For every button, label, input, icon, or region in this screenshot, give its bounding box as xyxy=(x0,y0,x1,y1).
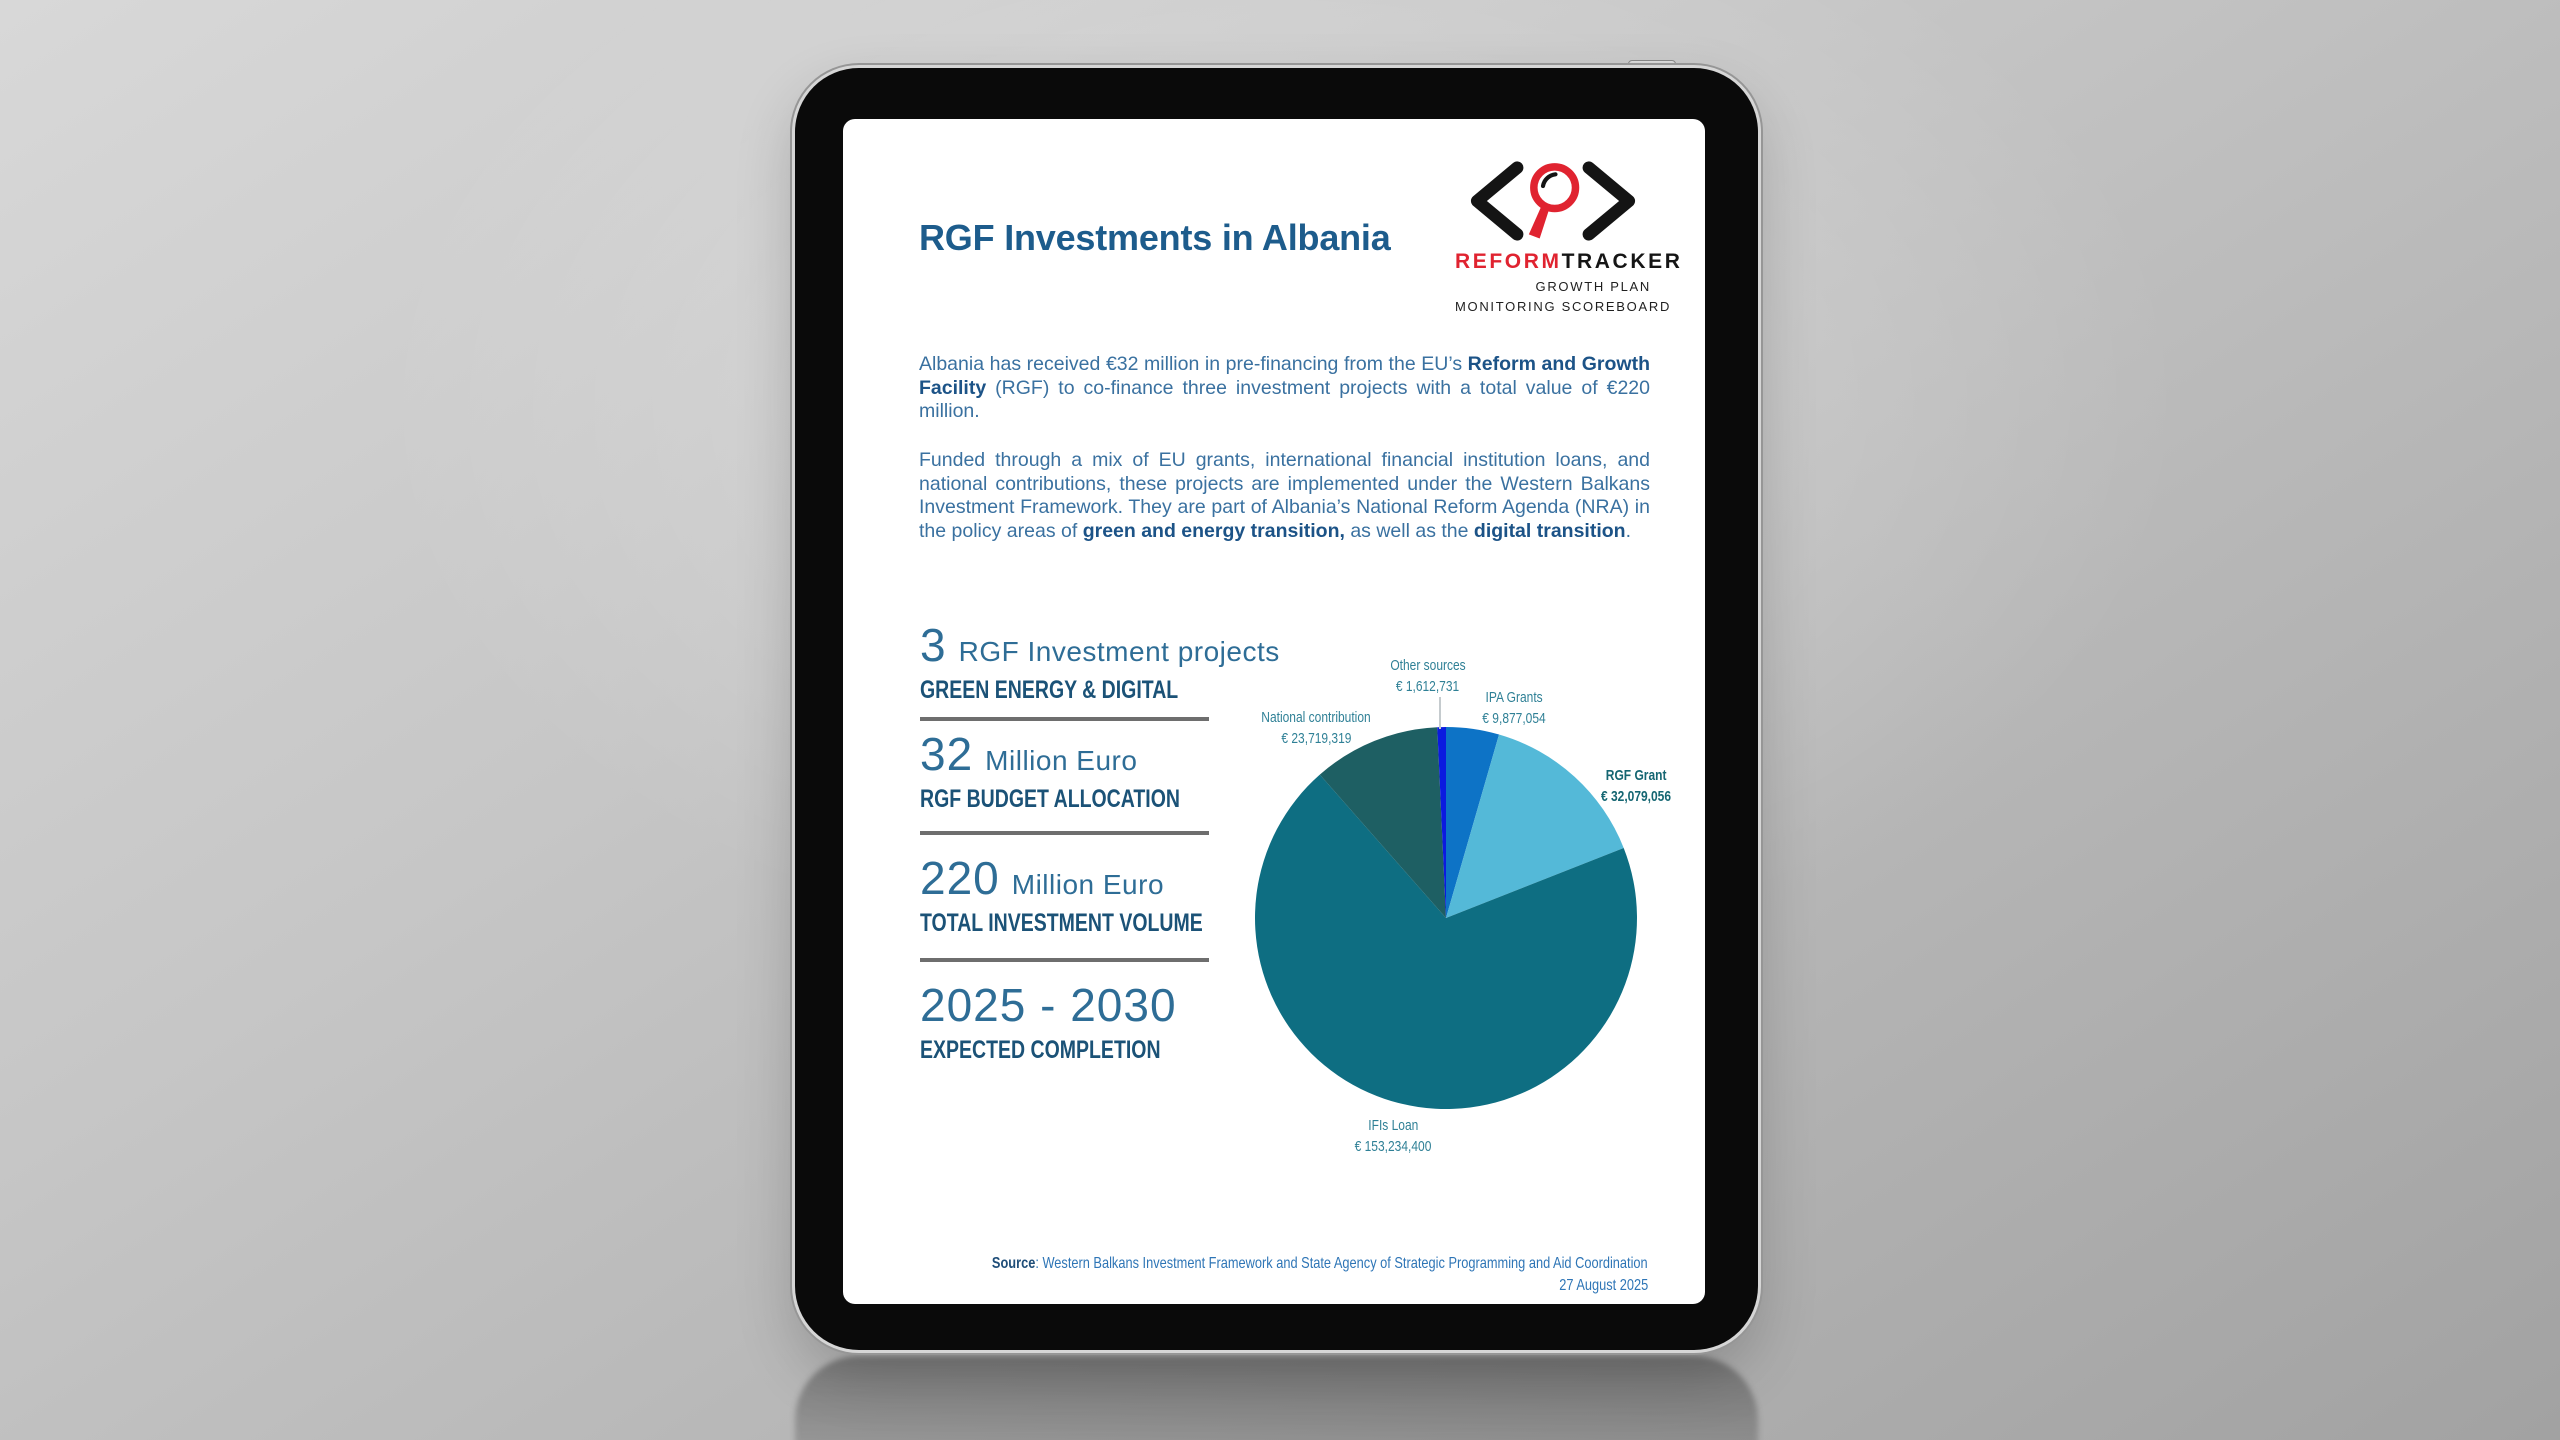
stat-rgf-budget-value: 32 xyxy=(920,728,974,780)
stat-rgf-budget xyxy=(920,728,1253,814)
stat-projects-label: GREEN ENERGY & DIGITAL xyxy=(920,676,1179,704)
source-label: Source xyxy=(992,1255,1036,1272)
brand-subtitle-monitoring: MONITORING SCOREBOARD xyxy=(1455,299,1672,314)
tablet-frame xyxy=(795,68,1758,1350)
brand-subtitle-growth-plan: GROWTH PLAN xyxy=(1535,279,1651,294)
pie-chart-svg xyxy=(1251,723,1641,1113)
stat-completion xyxy=(920,979,1228,1065)
pie-label-other-sources: Other sources € 1,612,731 xyxy=(1390,657,1466,695)
pie-label-ifis-loan: IFIs Loan € 153,234,400 xyxy=(1354,1117,1432,1155)
stat-divider xyxy=(920,717,1209,721)
brand-wordmark xyxy=(1455,250,1683,274)
pie-label-national-contribution: National contribution € 23,719,319 xyxy=(1261,709,1371,747)
stat-completion-label: EXPECTED COMPLETION xyxy=(920,1036,1161,1064)
stat-total-volume-label: TOTAL INVESTMENT VOLUME xyxy=(920,909,1203,937)
magnifier-code-icon xyxy=(1462,161,1644,241)
intro-paragraph-2: Funded through a mix of EU grants, international financial institution loans, and national contributions, these projects are implemented under the Western Balkans Investment Framework. They are part of Albania’s National Reform Agenda (NRA) in the policy areas of green and energy transition, as well as the digital transition. xyxy=(919,449,1650,542)
source-note xyxy=(843,1253,1648,1297)
stat-projects xyxy=(920,619,1280,705)
pie-label-rgf-grant: RGF Grant € 32,079,056 xyxy=(1600,767,1672,805)
source-date: 27 August 2025 xyxy=(1559,1277,1648,1294)
stat-projects-unit: RGF Investment projects xyxy=(958,636,1280,667)
source-text: : Western Balkans Investment Framework and State Agency of Strategic Programming and Aid Coordination xyxy=(1035,1255,1648,1272)
other-sources-leader-line xyxy=(1439,697,1441,729)
stat-rgf-budget-unit: Million Euro xyxy=(985,745,1138,776)
page-title: RGF Investments in Albania xyxy=(919,217,1391,258)
stat-total-volume xyxy=(920,852,1283,938)
brand-reform: REFORM xyxy=(1455,250,1562,273)
tablet-screen xyxy=(843,119,1705,1304)
stat-divider xyxy=(920,831,1209,835)
stat-divider xyxy=(920,958,1209,962)
pie-label-ipa-grants: IPA Grants € 9,877,054 xyxy=(1482,689,1546,727)
stat-total-volume-unit: Million Euro xyxy=(1011,869,1165,900)
reformtracker-logo xyxy=(1455,161,1683,314)
intro-paragraph-1: Albania has received €32 million in pre-financing from the EU’s Reform and Growth Facility (RGF) to co-finance three investment projects with a total value of €220 million. xyxy=(919,353,1650,422)
stat-rgf-budget-label: RGF BUDGET ALLOCATION xyxy=(920,785,1180,813)
brand-tracker: TRACKER xyxy=(1561,250,1683,273)
tablet-reflection xyxy=(795,1356,1758,1440)
stat-projects-value: 3 xyxy=(920,619,947,671)
stat-total-volume-value: 220 xyxy=(920,852,1000,904)
stat-completion-value: 2025 - 2030 xyxy=(920,979,1177,1031)
